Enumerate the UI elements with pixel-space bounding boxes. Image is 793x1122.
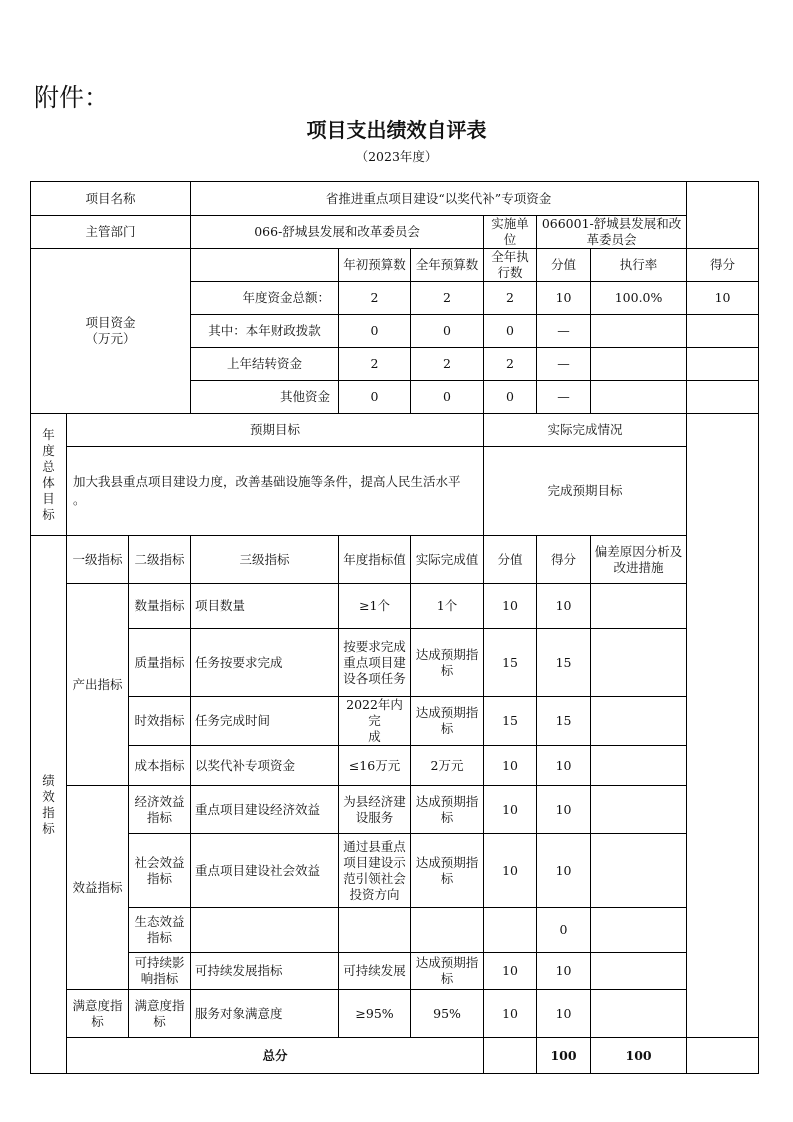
unit-value: 066001-舒城县发展和改革委员会 [537,216,687,249]
indicator-header: 一级指标 [67,536,129,584]
funds-cell [687,348,759,381]
unit-label: 实施单位 [484,216,537,249]
note-cell [591,746,687,786]
got-cell: 0 [537,908,591,953]
actual-cell: 达成预期指 标 [411,834,484,908]
indicator-row [31,697,759,746]
funds-cell [687,315,759,348]
note-cell [591,990,687,1038]
l3-cell: 重点项目建设社会效益 [191,834,339,908]
note-cell [591,629,687,697]
indicator-header: 三级指标 [191,536,339,584]
note-cell [591,786,687,834]
funds-header: 分值 [537,249,591,282]
actual-cell [411,908,484,953]
funds-cell: 0 [484,381,537,414]
expected-goal-content: 加大我县重点项目建设力度，改善基础设施等条件，提高人民生活水平 。 [73,474,461,507]
annual-goal-label: 年 度 总 体 目 标 [31,414,67,536]
l2-cell: 质量指标 [129,629,191,697]
benefit-indicator-label: 效益指标 [67,786,129,990]
indicator-header: 实际完成值 [411,536,484,584]
score-cell: 15 [484,629,537,697]
indicator-row [31,953,759,990]
score-cell: 10 [484,834,537,908]
l2-cell: 满意度指 标 [129,990,191,1038]
self-evaluation-table [30,181,759,1074]
funds-cell [687,381,759,414]
target-cell: ≥95% [339,990,411,1038]
funds-header: 执行率 [591,249,687,282]
funds-cell: — [537,315,591,348]
got-cell: 10 [537,990,591,1038]
got-cell: 10 [537,786,591,834]
note-cell [591,697,687,746]
l3-cell: 可持续发展指标 [191,953,339,990]
funds-cell [591,348,687,381]
output-indicator-label: 产出指标 [67,584,129,786]
note-cell [591,953,687,990]
l2-cell: 社会效益 指标 [129,834,191,908]
score-cell [484,908,537,953]
score-cell: 10 [484,786,537,834]
score-cell: 10 [484,746,537,786]
funds-cell [591,381,687,414]
got-cell: 15 [537,629,591,697]
got-cell: 10 [537,584,591,629]
l3-cell: 重点项目建设经济效益 [191,786,339,834]
indicator-row [31,786,759,834]
note-cell [591,584,687,629]
total-note [687,1038,759,1074]
funds-header: 年初预算数 [339,249,411,282]
target-cell: 为县经济建 设服务 [339,786,411,834]
actual-cell: 95% [411,990,484,1038]
expected-goal-text [67,447,484,536]
total-got: 100 [591,1038,687,1074]
funds-cell: — [537,381,591,414]
total-row [31,1038,759,1074]
score-cell: 10 [484,584,537,629]
project-name-value: 省推进重点项目建设“以奖代补”专项资金 [191,182,687,216]
actual-cell: 达成预期指 标 [411,697,484,746]
l2-cell: 经济效益 指标 [129,786,191,834]
got-cell: 10 [537,746,591,786]
l3-cell: 任务完成时间 [191,697,339,746]
funds-cell: — [537,348,591,381]
funds-row-label: 上年结转资金 [191,348,339,381]
indicator-row [31,834,759,908]
note-cell [591,908,687,953]
l2-cell: 时效指标 [129,697,191,746]
l3-cell: 以奖代补专项资金 [191,746,339,786]
l2-cell: 成本指标 [129,746,191,786]
funds-header: 全年执行数 [484,249,537,282]
expected-goal-header: 预期目标 [67,414,484,447]
l3-cell: 服务对象满意度 [191,990,339,1038]
indicator-row [31,629,759,697]
target-cell [339,908,411,953]
l3-cell: 项目数量 [191,584,339,629]
got-cell: 10 [537,834,591,908]
actual-completion-text: 完成预期目标 [484,447,687,536]
dept-value: 066-舒城县发展和改革委员会 [191,216,484,249]
got-cell: 10 [537,953,591,990]
funds-cell: 2 [339,282,411,315]
indicator-header: 得分 [537,536,591,584]
funds-cell: 2 [411,282,484,315]
l3-cell: 任务按要求完成 [191,629,339,697]
funds-cell: 0 [339,381,411,414]
got-cell: 15 [537,697,591,746]
target-cell: ≥1个 [339,584,411,629]
performance-indicator-label: 绩 效 指 标 [31,536,67,1074]
satisfaction-indicator-label: 满意度指 标 [67,990,129,1038]
funds-row-label: 其他资金 [191,381,339,414]
note-cell [591,834,687,908]
target-cell: 2022年内完 成 [339,697,411,746]
funds-label: 项目资金 （万元） [31,249,191,414]
funds-cell: 0 [411,381,484,414]
indicator-row [31,990,759,1038]
indicator-header: 偏差原因分析及改进措施 [591,536,687,584]
funds-cell [591,315,687,348]
actual-cell: 达成预期指 标 [411,629,484,697]
indicator-header: 二级指标 [129,536,191,584]
l2-cell: 数量指标 [129,584,191,629]
funds-cell: 2 [484,348,537,381]
actual-cell: 1个 [411,584,484,629]
funds-cell: 2 [339,348,411,381]
l2-cell: 生态效益 指标 [129,908,191,953]
indicator-row [31,908,759,953]
funds-cell: 2 [484,282,537,315]
score-cell: 15 [484,697,537,746]
funds-cell: 100.0% [591,282,687,315]
page-title: 项目支出绩效自评表 [306,118,487,142]
target-cell: 按要求完成 重点项目建 设各项任务 [339,629,411,697]
funds-row-label: 年度资金总额： [191,282,339,315]
l2-cell: 可持续影 响指标 [129,953,191,990]
funds-cell: 0 [411,315,484,348]
target-cell: ≤16万元 [339,746,411,786]
project-name-label: 项目名称 [31,182,191,216]
l3-cell [191,908,339,953]
indicator-header: 年度指标值 [339,536,411,584]
funds-header: 得分 [687,249,759,282]
score-cell: 10 [484,953,537,990]
target-cell: 可持续发展 [339,953,411,990]
indicator-row [31,584,759,629]
funds-header-blank [191,249,339,282]
dept-label: 主管部门 [31,216,191,249]
total-score: 100 [537,1038,591,1074]
funds-cell: 10 [687,282,759,315]
total-label: 总分 [67,1038,484,1074]
attachment-label: 附件： [34,83,110,112]
target-cell: 通过县重点 项目建设示 范引领社会 投资方向 [339,834,411,908]
indicator-row [31,746,759,786]
report-year: （2023年度） [355,149,438,164]
actual-cell: 2万元 [411,746,484,786]
indicator-header: 分值 [484,536,537,584]
actual-cell: 达成预期指 标 [411,953,484,990]
funds-row-label: 其中：本年财政拨款 [191,315,339,348]
total-blank [484,1038,537,1074]
funds-cell: 2 [411,348,484,381]
score-cell: 10 [484,990,537,1038]
actual-cell: 达成预期指 标 [411,786,484,834]
funds-cell: 0 [484,315,537,348]
actual-completion-header: 实际完成情况 [484,414,687,447]
funds-cell: 0 [339,315,411,348]
funds-cell: 10 [537,282,591,315]
funds-header: 全年预算数 [411,249,484,282]
